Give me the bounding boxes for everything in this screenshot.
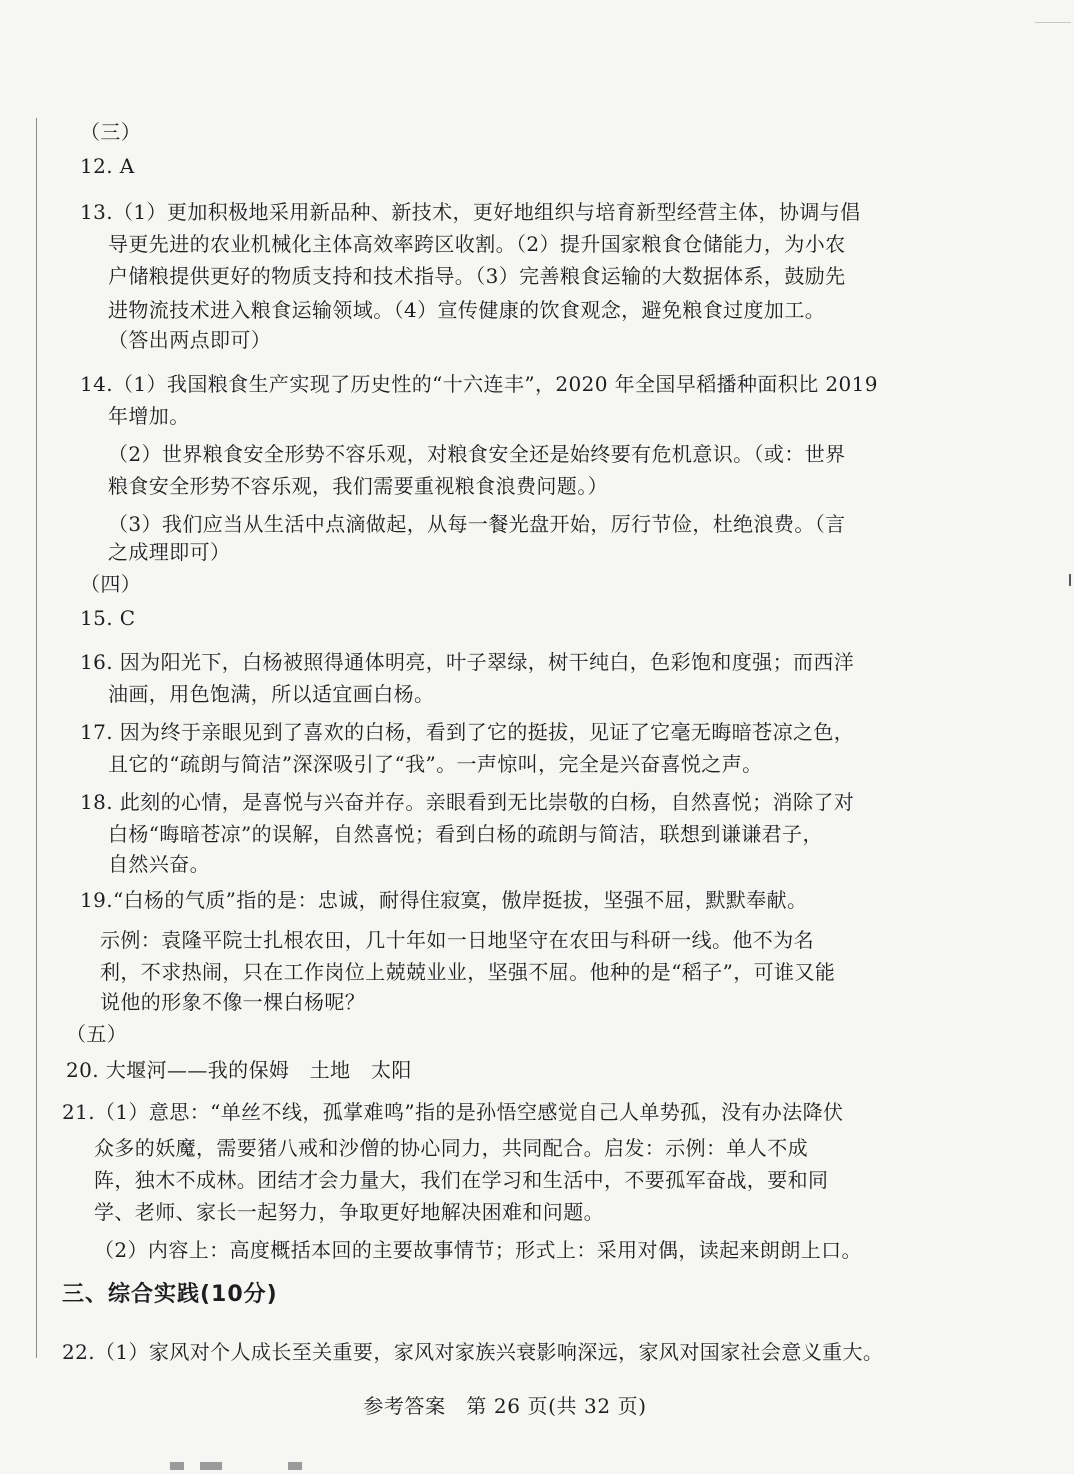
answer-line: （2）内容上：高度概括本回的主要故事情节；形式上：采用对偶，读起来朗朗上口。: [94, 1238, 862, 1262]
page-footer: [0, 1392, 1074, 1420]
answer-line: 导更先进的农业机械化主体高效率跨区收割。（2）提升国家粮食仓储能力，为小农: [108, 232, 846, 256]
answer-line: 进物流技术进入粮食运输领域。（4）宣传健康的饮食观念，避免粮食过度加工。: [108, 298, 826, 322]
scan-right-mark: [1069, 574, 1071, 586]
answer-line: 利，不求热闹，只在工作岗位上兢兢业业，坚强不屈。他种的是“稻子”，可谁又能: [100, 960, 836, 984]
answer-line: 15. C: [80, 606, 136, 630]
answer-line: （3）我们应当从生活中点滴做起，从每一餐光盘开始，厉行节俭，杜绝浪费。（言: [108, 512, 846, 536]
answer-line: 说他的形象不像一棵白杨呢？: [100, 990, 366, 1014]
answer-line: （四）: [80, 572, 142, 596]
page-footer-text: 参考答案 第 26 页(共 32 页): [363, 1394, 647, 1418]
answer-line: 阵，独木不成林。团结才会力量大，我们在学习和生活中，不要孤军奋战，要和同: [94, 1168, 829, 1192]
section-heading-comprehensive-practice: 三、综合实践(10分): [62, 1282, 278, 1307]
answer-line: 19.“白杨的气质”指的是：忠诚，耐得住寂寞，傲岸挺拔，坚强不屈，默默奉献。: [80, 888, 808, 912]
answer-line: 油画，用色饱满，所以适宜画白杨。: [108, 682, 435, 706]
answer-line: 且它的“疏朗与简洁”深深吸引了“我”。一声惊叫，完全是兴奋喜悦之声。: [108, 752, 763, 776]
answer-line: 年增加。: [108, 404, 190, 428]
answer-line: （答出两点即可）: [108, 328, 272, 352]
answer-line: 学、老师、家长一起努力，争取更好地解决困难和问题。: [94, 1200, 604, 1224]
answer-line: 众多的妖魔，需要猪八戒和沙僧的协心同力，共同配合。启发：示例：单人不成: [94, 1136, 808, 1160]
answer-line: 示例：袁隆平院士扎根农田，几十年如一日地坚守在农田与科研一线。他不为名: [100, 928, 814, 952]
answer-line: 21.（1）意思：“单丝不线，孤掌难鸣”指的是孙悟空感觉自己人单势孤，没有办法降伏: [62, 1100, 844, 1124]
answer-line: 户储粮提供更好的物质支持和技术指导。（3）完善粮食运输的大数据体系，鼓励先: [108, 264, 846, 288]
answer-line: 自然兴奋。: [108, 852, 210, 876]
answer-line: 22.（1）家风对个人成长至关重要，家风对家族兴衰影响深远，家风对国家社会意义重大。: [62, 1340, 884, 1364]
answer-line: 12. A: [80, 154, 135, 178]
answer-line: （五）: [66, 1022, 128, 1046]
left-margin-rule: [36, 118, 37, 1358]
answer-line: 17. 因为终于亲眼见到了喜欢的白杨，看到了它的挺拔，见证了它毫无晦暗苍凉之色，: [80, 720, 855, 744]
scan-edge-mark: [1035, 22, 1071, 23]
scan-artifacts: [170, 1462, 310, 1472]
answer-line: 白杨“晦暗苍凉”的误解，自然喜悦；看到白杨的疏朗与简洁，联想到谦谦君子，: [108, 822, 823, 846]
answer-line: 16. 因为阳光下，白杨被照得通体明亮，叶子翠绿，树干纯白，色彩饱和度强；而西洋: [80, 650, 855, 674]
answer-line: 20. 大堰河——我的保姆 土地 太阳: [66, 1058, 412, 1082]
answer-line: 18. 此刻的心情，是喜悦与兴奋并存。亲眼看到无比崇敬的白杨，自然喜悦；消除了对: [80, 790, 855, 814]
answer-line: 14.（1）我国粮食生产实现了历史性的“十六连丰”，2020 年全国早稻播种面积比 2019: [80, 372, 878, 396]
answer-line: （2）世界粮食安全形势不容乐观，对粮食安全还是始终要有危机意识。（或：世界: [108, 442, 846, 466]
answer-line: 粮食安全形势不容乐观，我们需要重视粮食浪费问题。）: [108, 474, 608, 498]
answer-line: 之成理即可）: [108, 540, 231, 564]
answer-line: （三）: [80, 120, 142, 144]
answer-line: 13.（1）更加积极地采用新品种、新技术，更好地组织与培育新型经营主体，协调与倡: [80, 200, 861, 224]
